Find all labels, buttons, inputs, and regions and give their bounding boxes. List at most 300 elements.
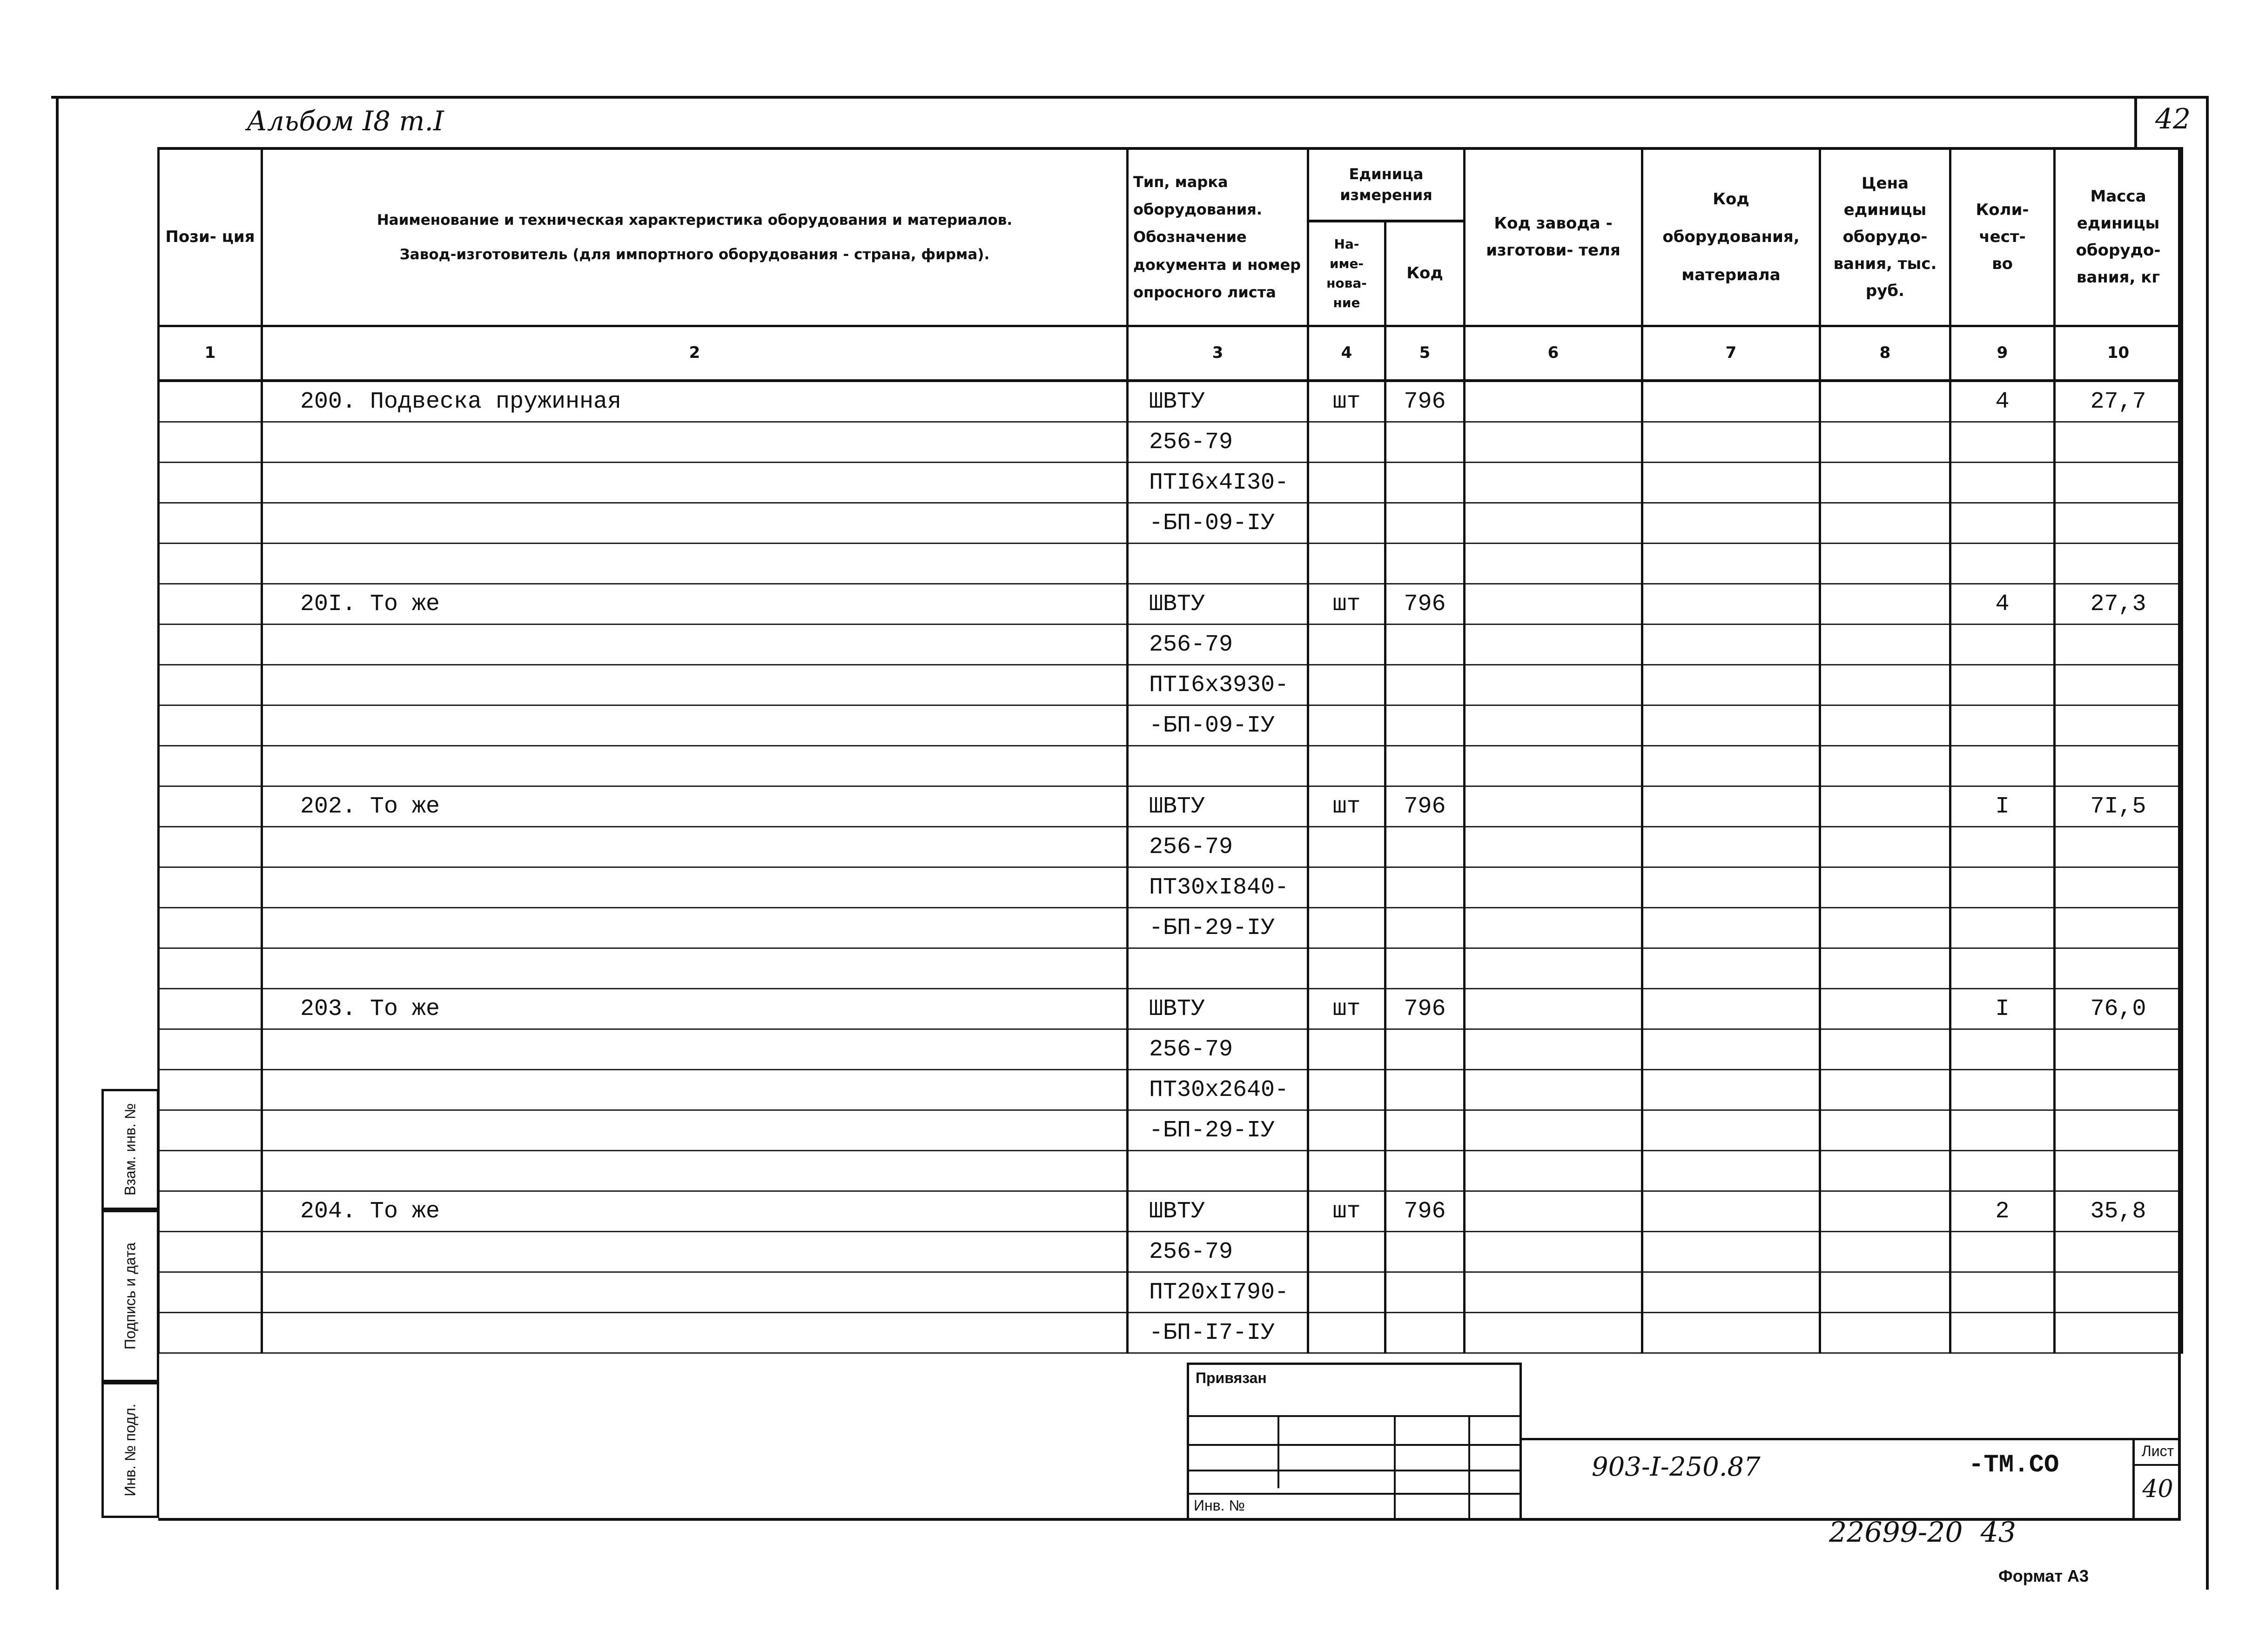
cell-unit-name <box>1308 1029 1385 1070</box>
sheet-number-top: 42 <box>2155 103 2191 135</box>
cell-unit-code <box>1385 827 1465 867</box>
album-label: Альбом I8 т.I <box>247 105 444 137</box>
cell-name <box>262 908 1128 948</box>
cell-unit-name <box>1308 746 1385 786</box>
cell-unit-code: 796 <box>1385 584 1465 625</box>
table-row <box>159 665 2182 705</box>
cell-unit-code <box>1385 1110 1465 1151</box>
cell-position <box>159 908 262 948</box>
cell-unit-name <box>1308 1232 1385 1272</box>
cell-unit-code <box>1385 1272 1465 1313</box>
cell-unit-name <box>1308 422 1385 463</box>
cell-mass <box>2055 1272 2182 1313</box>
cell-quantity <box>1950 746 2055 786</box>
cell-equipment-code <box>1642 1070 1820 1110</box>
col-header-name <box>262 148 1128 326</box>
cell-name <box>262 948 1128 989</box>
cell-type: 256-79 <box>1128 827 1308 867</box>
sheet-box <box>2132 1438 2181 1518</box>
col-num: 5 <box>1385 326 1465 381</box>
cell-name <box>262 1029 1128 1070</box>
table-row <box>159 705 2182 746</box>
col-header-factory-code: Код завода - изготови- теля <box>1465 148 1642 326</box>
cell-quantity <box>1950 908 2055 948</box>
cell-quantity <box>1950 1313 2055 1353</box>
cell-name <box>262 1272 1128 1313</box>
cell-name: 203. То же <box>262 989 1128 1029</box>
cell-unit-name <box>1308 503 1385 544</box>
col-header-equipment-code: Код оборудования, материала <box>1642 148 1820 326</box>
cell-type: ПТ20хI790- <box>1128 1272 1308 1313</box>
cell-equipment-code <box>1642 746 1820 786</box>
cell-mass <box>2055 867 2182 908</box>
cell-factory-code <box>1465 544 1642 584</box>
cell-unit-name: шт <box>1308 1191 1385 1232</box>
table-row <box>159 1070 2182 1110</box>
col-header-unit-name: На- име- нова- ние <box>1308 221 1385 326</box>
table-row <box>159 908 2182 948</box>
cell-position <box>159 422 262 463</box>
cell-type: ШВТУ <box>1128 381 1308 422</box>
cell-position <box>159 381 262 422</box>
cell-type: ШВТУ <box>1128 1191 1308 1232</box>
cell-equipment-code <box>1642 989 1820 1029</box>
cell-position <box>159 867 262 908</box>
cell-unit-code <box>1385 1070 1465 1110</box>
cell-price <box>1820 1232 1950 1272</box>
table-row <box>159 503 2182 544</box>
outer-frame-right <box>2206 96 2209 1590</box>
cell-equipment-code <box>1642 625 1820 665</box>
col-num: 2 <box>262 326 1128 381</box>
table-row <box>159 989 2182 1029</box>
outer-frame-left <box>56 96 59 1590</box>
cell-mass: 76,0 <box>2055 989 2182 1029</box>
cell-price <box>1820 827 1950 867</box>
cell-position <box>159 584 262 625</box>
cell-price <box>1820 1191 1950 1232</box>
cell-type: -БП-29-IУ <box>1128 908 1308 948</box>
cell-unit-name <box>1308 948 1385 989</box>
cell-position <box>159 989 262 1029</box>
cell-unit-code <box>1385 665 1465 705</box>
col-num: 4 <box>1308 326 1385 381</box>
cell-name <box>262 1110 1128 1151</box>
cell-name <box>262 544 1128 584</box>
cell-factory-code <box>1465 989 1642 1029</box>
cell-name <box>262 665 1128 705</box>
cell-unit-code <box>1385 544 1465 584</box>
cell-unit-name: шт <box>1308 584 1385 625</box>
cell-equipment-code <box>1642 908 1820 948</box>
cell-price <box>1820 908 1950 948</box>
cell-equipment-code <box>1642 827 1820 867</box>
cell-position <box>159 1272 262 1313</box>
cell-price <box>1820 463 1950 503</box>
cell-unit-code: 796 <box>1385 1191 1465 1232</box>
cell-quantity <box>1950 867 2055 908</box>
cell-name <box>262 827 1128 867</box>
cell-position <box>159 746 262 786</box>
cell-unit-name <box>1308 1313 1385 1353</box>
cell-name: 200. Подвеска пружинная <box>262 381 1128 422</box>
side-stamp-signature <box>101 1210 159 1382</box>
cell-price <box>1820 1151 1950 1191</box>
cell-mass <box>2055 1313 2182 1353</box>
cell-unit-code <box>1385 705 1465 746</box>
cell-position <box>159 463 262 503</box>
cell-unit-code <box>1385 1232 1465 1272</box>
table-row <box>159 1110 2182 1151</box>
specification-body <box>159 381 2182 1353</box>
cell-equipment-code <box>1642 1110 1820 1151</box>
cell-mass <box>2055 544 2182 584</box>
cell-mass <box>2055 1110 2182 1151</box>
col-header-quantity: Коли- чест- во <box>1950 148 2055 326</box>
cell-position <box>159 544 262 584</box>
header-row-1 <box>159 148 2182 221</box>
col-header-price: Цена единицы оборудо- вания, тыс. руб. <box>1820 148 1950 326</box>
cell-type <box>1128 1151 1308 1191</box>
table-row <box>159 544 2182 584</box>
col-num: 8 <box>1820 326 1950 381</box>
col-header-unit-code: Код <box>1385 221 1465 326</box>
cell-mass: 7I,5 <box>2055 786 2182 827</box>
cell-mass <box>2055 1232 2182 1272</box>
cell-price <box>1820 705 1950 746</box>
cell-price <box>1820 665 1950 705</box>
column-number-row <box>159 326 2182 381</box>
cell-type: ПТ30х2640- <box>1128 1070 1308 1110</box>
table-row <box>159 584 2182 625</box>
col-num: 3 <box>1128 326 1308 381</box>
cell-price <box>1820 867 1950 908</box>
cell-mass <box>2055 948 2182 989</box>
cell-quantity <box>1950 503 2055 544</box>
cell-position <box>159 1191 262 1232</box>
stamp-attached-label: Привязан <box>1196 1370 1267 1386</box>
cell-unit-name <box>1308 867 1385 908</box>
cell-position <box>159 705 262 746</box>
table-row <box>159 1191 2182 1232</box>
cell-equipment-code <box>1642 463 1820 503</box>
cell-equipment-code <box>1642 544 1820 584</box>
cell-equipment-code <box>1642 1313 1820 1353</box>
cell-name <box>262 746 1128 786</box>
cell-equipment-code <box>1642 381 1820 422</box>
table-row <box>159 867 2182 908</box>
side-label-signature-date: Подпись и дата <box>121 1242 139 1350</box>
cell-price <box>1820 746 1950 786</box>
cell-mass <box>2055 665 2182 705</box>
cell-factory-code <box>1465 422 1642 463</box>
cell-quantity <box>1950 705 2055 746</box>
cell-mass <box>2055 1070 2182 1110</box>
cell-name <box>262 705 1128 746</box>
cell-unit-name: шт <box>1308 786 1385 827</box>
cell-name: 20I. То же <box>262 584 1128 625</box>
cell-unit-name <box>1308 625 1385 665</box>
cell-unit-code: 796 <box>1385 989 1465 1029</box>
cell-name <box>262 867 1128 908</box>
cell-type: ШВТУ <box>1128 989 1308 1029</box>
cell-mass: 35,8 <box>2055 1191 2182 1232</box>
cell-type: 256-79 <box>1128 1029 1308 1070</box>
cell-type: ПТI6х4I30- <box>1128 463 1308 503</box>
table-row <box>159 1313 2182 1353</box>
cell-unit-code <box>1385 1029 1465 1070</box>
side-label-replacement-inv: Взам. инв. № <box>121 1103 139 1196</box>
cell-quantity <box>1950 463 2055 503</box>
cell-type: ШВТУ <box>1128 786 1308 827</box>
handwritten-reference: 22699-20 43 <box>1829 1516 2016 1549</box>
table-row <box>159 746 2182 786</box>
stamp-divider <box>1468 1415 1470 1518</box>
specification-table <box>157 147 2183 1354</box>
table-row <box>159 422 2182 463</box>
cell-equipment-code <box>1642 1151 1820 1191</box>
cell-mass: 27,7 <box>2055 381 2182 422</box>
format-label: Формат А3 <box>1998 1566 2089 1585</box>
cell-equipment-code <box>1642 1191 1820 1232</box>
cell-unit-code <box>1385 503 1465 544</box>
cell-mass <box>2055 625 2182 665</box>
cell-position <box>159 1029 262 1070</box>
table-row <box>159 827 2182 867</box>
col-num: 1 <box>159 326 262 381</box>
cell-price <box>1820 422 1950 463</box>
cell-type: ШВТУ <box>1128 584 1308 625</box>
cell-position <box>159 503 262 544</box>
cell-name: 202. То же <box>262 786 1128 827</box>
cell-name <box>262 625 1128 665</box>
cell-factory-code <box>1465 827 1642 867</box>
cell-factory-code <box>1465 1029 1642 1070</box>
cell-unit-name <box>1308 827 1385 867</box>
cell-type: -БП-09-IУ <box>1128 705 1308 746</box>
sheet-number-box <box>2134 96 2209 147</box>
cell-type: 256-79 <box>1128 1232 1308 1272</box>
cell-price <box>1820 625 1950 665</box>
cell-quantity <box>1950 625 2055 665</box>
cell-unit-code <box>1385 908 1465 948</box>
cell-quantity: I <box>1950 786 2055 827</box>
cell-unit-code <box>1385 422 1465 463</box>
cell-unit-code <box>1385 1151 1465 1191</box>
cell-position <box>159 1313 262 1353</box>
col-header-position: Пози- ция <box>159 148 262 326</box>
cell-position <box>159 1232 262 1272</box>
cell-quantity <box>1950 544 2055 584</box>
cell-type: ПТ30хI840- <box>1128 867 1308 908</box>
cell-quantity: 2 <box>1950 1191 2055 1232</box>
cell-equipment-code <box>1642 1029 1820 1070</box>
cell-quantity <box>1950 1110 2055 1151</box>
stamp-inv-label: Инв. № <box>1194 1497 1245 1514</box>
table-row <box>159 625 2182 665</box>
stamp-divider <box>1394 1415 1396 1518</box>
cell-price <box>1820 786 1950 827</box>
cell-quantity <box>1950 827 2055 867</box>
cell-factory-code <box>1465 503 1642 544</box>
cell-unit-code: 796 <box>1385 786 1465 827</box>
cell-price <box>1820 1110 1950 1151</box>
cell-equipment-code <box>1642 867 1820 908</box>
cell-name <box>262 422 1128 463</box>
cell-quantity <box>1950 1232 2055 1272</box>
col-num: 7 <box>1642 326 1820 381</box>
cell-price <box>1820 1313 1950 1353</box>
document-suffix: -ТМ.СО <box>1969 1451 2059 1479</box>
cell-name <box>262 463 1128 503</box>
table-row <box>159 1029 2182 1070</box>
title-block-top-line <box>1522 1438 2181 1440</box>
cell-factory-code <box>1465 1151 1642 1191</box>
col-num: 10 <box>2055 326 2182 381</box>
cell-factory-code <box>1465 1110 1642 1151</box>
cell-factory-code <box>1465 1191 1642 1232</box>
col-header-name-line1: Наименование и техническая характеристика оборудования и материалов. <box>376 211 1013 228</box>
cell-price <box>1820 381 1950 422</box>
cell-unit-code <box>1385 948 1465 989</box>
table-row <box>159 463 2182 503</box>
col-num: 9 <box>1950 326 2055 381</box>
cell-unit-code: 796 <box>1385 381 1465 422</box>
cell-name <box>262 1070 1128 1110</box>
table-row <box>159 1272 2182 1313</box>
cell-type: ПТI6х3930- <box>1128 665 1308 705</box>
cell-type: -БП-09-IУ <box>1128 503 1308 544</box>
table-row <box>159 786 2182 827</box>
cell-equipment-code <box>1642 665 1820 705</box>
cell-type <box>1128 948 1308 989</box>
cell-unit-code <box>1385 1313 1465 1353</box>
cell-factory-code <box>1465 908 1642 948</box>
cell-type: 256-79 <box>1128 625 1308 665</box>
cell-unit-code <box>1385 463 1465 503</box>
cell-quantity <box>1950 1272 2055 1313</box>
side-label-original-inv: Инв. № подл. <box>121 1404 139 1497</box>
cell-factory-code <box>1465 786 1642 827</box>
cell-price <box>1820 989 1950 1029</box>
cell-unit-name <box>1308 908 1385 948</box>
table-row <box>159 948 2182 989</box>
cell-mass <box>2055 705 2182 746</box>
cell-position <box>159 1110 262 1151</box>
cell-mass <box>2055 827 2182 867</box>
cell-name <box>262 1313 1128 1353</box>
cell-equipment-code <box>1642 1232 1820 1272</box>
col-header-unit-group: Единица измерения <box>1308 148 1465 221</box>
outer-frame-top <box>51 96 2209 99</box>
cell-unit-name <box>1308 665 1385 705</box>
cell-factory-code <box>1465 463 1642 503</box>
cell-factory-code <box>1465 584 1642 625</box>
cell-price <box>1820 948 1950 989</box>
cell-factory-code <box>1465 1272 1642 1313</box>
cell-position <box>159 786 262 827</box>
cell-quantity <box>1950 665 2055 705</box>
cell-quantity <box>1950 1029 2055 1070</box>
cell-position <box>159 827 262 867</box>
cell-factory-code <box>1465 705 1642 746</box>
side-stamp-replacement <box>101 1089 159 1210</box>
sheet-label: Лист <box>2135 1438 2181 1466</box>
table-row <box>159 1151 2182 1191</box>
cell-mass <box>2055 503 2182 544</box>
cell-quantity: 4 <box>1950 584 2055 625</box>
cell-price <box>1820 584 1950 625</box>
cell-equipment-code <box>1642 948 1820 989</box>
cell-factory-code <box>1465 1313 1642 1353</box>
cell-equipment-code <box>1642 584 1820 625</box>
cell-position <box>159 1151 262 1191</box>
cell-factory-code <box>1465 867 1642 908</box>
cell-factory-code <box>1465 381 1642 422</box>
cell-mass <box>2055 746 2182 786</box>
cell-name <box>262 1151 1128 1191</box>
cell-mass <box>2055 908 2182 948</box>
cell-unit-name <box>1308 1272 1385 1313</box>
table-row <box>159 381 2182 422</box>
cell-unit-code <box>1385 746 1465 786</box>
side-stamp-original-inv <box>101 1382 159 1518</box>
cell-factory-code <box>1465 746 1642 786</box>
cell-type <box>1128 544 1308 584</box>
cell-quantity: 4 <box>1950 381 2055 422</box>
cell-quantity <box>1950 1070 2055 1110</box>
cell-factory-code <box>1465 948 1642 989</box>
col-num: 6 <box>1465 326 1642 381</box>
drawing-right-line <box>2178 147 2181 1521</box>
cell-mass <box>2055 1029 2182 1070</box>
cell-unit-name <box>1308 705 1385 746</box>
cell-mass <box>2055 1151 2182 1191</box>
attachment-stamp <box>1187 1363 1522 1521</box>
cell-price <box>1820 544 1950 584</box>
cell-unit-name: шт <box>1308 381 1385 422</box>
cell-position <box>159 1070 262 1110</box>
stamp-divider <box>1277 1415 1279 1488</box>
col-header-type: Тип, марка оборудования. Обозначение документа и номер опросного листа <box>1128 148 1308 326</box>
cell-unit-name <box>1308 463 1385 503</box>
cell-type <box>1128 746 1308 786</box>
cell-equipment-code <box>1642 422 1820 463</box>
cell-quantity <box>1950 948 2055 989</box>
cell-equipment-code <box>1642 1272 1820 1313</box>
cell-unit-name <box>1308 1110 1385 1151</box>
cell-unit-name <box>1308 1070 1385 1110</box>
sheet-number: 40 <box>2142 1475 2173 1503</box>
cell-unit-name <box>1308 1151 1385 1191</box>
col-header-name-line2: Завод-изготовитель (для импортного оборудования - страна, фирма). <box>399 246 990 263</box>
cell-position <box>159 665 262 705</box>
cell-price <box>1820 503 1950 544</box>
cell-price <box>1820 1272 1950 1313</box>
cell-name <box>262 1232 1128 1272</box>
cell-unit-code <box>1385 867 1465 908</box>
cell-price <box>1820 1070 1950 1110</box>
cell-quantity: I <box>1950 989 2055 1029</box>
cell-mass <box>2055 463 2182 503</box>
document-code: 903-I-250.87 <box>1592 1452 1761 1482</box>
cell-type: -БП-29-IУ <box>1128 1110 1308 1151</box>
cell-type: -БП-I7-IУ <box>1128 1313 1308 1353</box>
cell-equipment-code <box>1642 786 1820 827</box>
cell-name <box>262 503 1128 544</box>
cell-equipment-code <box>1642 503 1820 544</box>
cell-quantity <box>1950 1151 2055 1191</box>
